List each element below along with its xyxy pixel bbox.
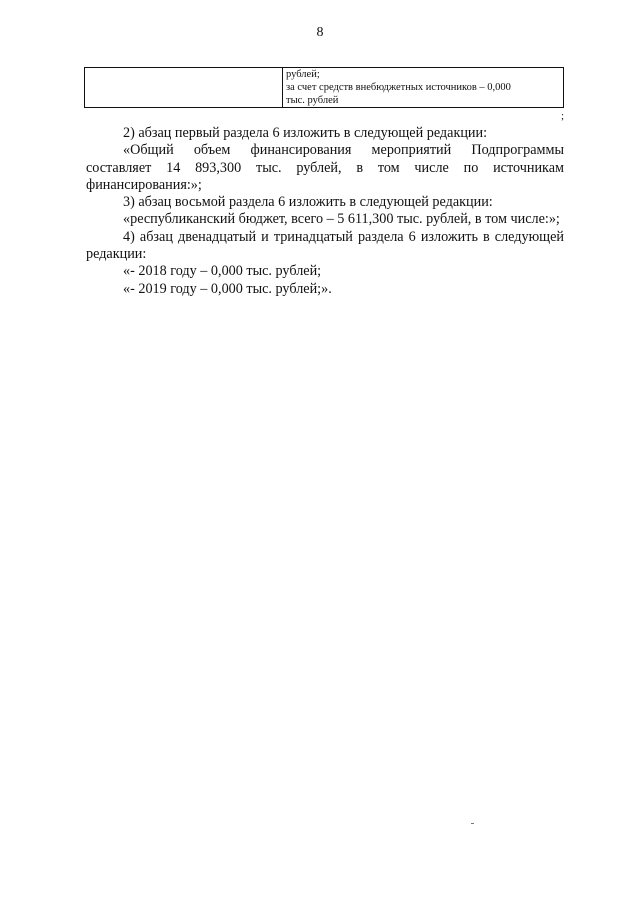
quote-line: составляет 14 893,300 тыс. рублей, в том числе по источникам bbox=[86, 159, 564, 176]
table-cell-line: за счет средств внебюджетных источников – 0,000 bbox=[286, 82, 511, 93]
paragraph-item-4: 4) абзац двенадцатый и тринадцатый раздела 6 изложить в следующей bbox=[123, 228, 564, 245]
quote-2018: «- 2018 году – 0,000 тыс. рублей; bbox=[123, 263, 322, 280]
table-cell-line: рублей; bbox=[286, 69, 320, 80]
table-cell-empty bbox=[85, 68, 283, 108]
document-body bbox=[86, 125, 564, 298]
table-cell-funding bbox=[283, 68, 564, 108]
table-cell-line: тыс. рублей bbox=[286, 95, 339, 106]
table-end-mark: ; bbox=[561, 110, 565, 122]
quote-line: «Общий объем финансирования мероприятий Подпрограммы bbox=[123, 142, 564, 159]
paragraph-item-2: 2) абзац первый раздела 6 изложить в следующей редакции: bbox=[123, 125, 488, 141]
quote-budget: «республиканский бюджет, всего – 5 611,300 тыс. рублей, в том числе:»; bbox=[123, 211, 560, 228]
quote-2019: «- 2019 году – 0,000 тыс. рублей;». bbox=[123, 280, 332, 297]
quote-line: финансирования:»; bbox=[86, 176, 202, 193]
paragraph-item-4-cont: редакции: bbox=[86, 246, 147, 263]
scan-speck bbox=[471, 823, 474, 824]
continuation-table bbox=[84, 67, 564, 108]
paragraph-item-3: 3) абзац восьмой раздела 6 изложить в следующей редакции: bbox=[123, 194, 493, 211]
table-row bbox=[85, 68, 564, 108]
page-number: 8 bbox=[316, 25, 324, 40]
